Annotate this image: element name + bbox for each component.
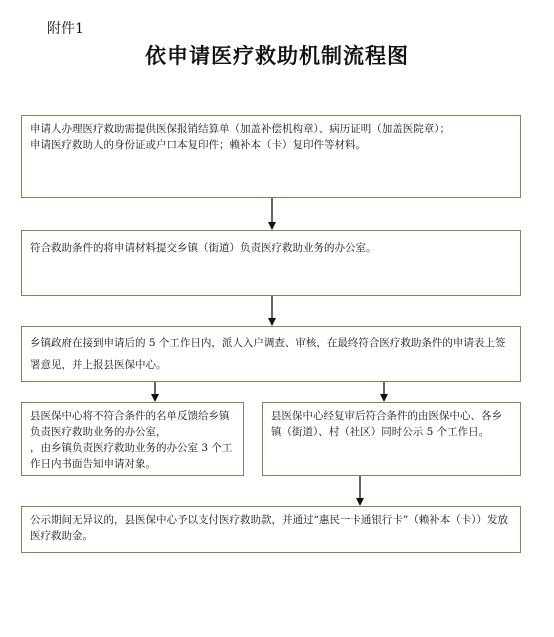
flow-step-payment: 公示期间无异议的，县医保中心予以支付医疗救助款，并通过“惠民一卡通银行卡”（赖补本（卡））发放医疗救助金。 [21,506,521,553]
flow-step-township-review: 乡镇政府在接到申请后的 5 个工作日内，派人入户调查、审核，在最终符合医疗救助条件的申请表上签署意见，并上报县医保中心。 [21,326,521,382]
flow-step-apply: 申请人办理医疗救助需提供医保报销结算单（加盖补偿机构章）、病历证明（加盖医院章）； 申请医疗救助人的身份证或户口本复印件；赖补本（卡）复印件等材料。 [21,115,521,198]
flow-step-recheck-publicize: 县医保中心经复审后符合条件的由医保中心、各乡镇（街道）、村（社区）同时公示 5 个工作日。 [262,402,521,476]
page-title: 依申请医疗救助机制流程图 [145,43,409,68]
flow-step-submit: 符合救助条件的将申请材料提交乡镇（街道）负责医疗救助业务的办公室。 [21,230,521,296]
flow-step-reject-notice: 县医保中心将不符合条件的名单反馈给乡镇负责医疗救助业务的办公室， ，由乡镇负责医疗救助业务的办公室 3 个工作日内书面告知申请对象。 [21,402,244,476]
attachment-label: 附件1 [47,21,84,37]
